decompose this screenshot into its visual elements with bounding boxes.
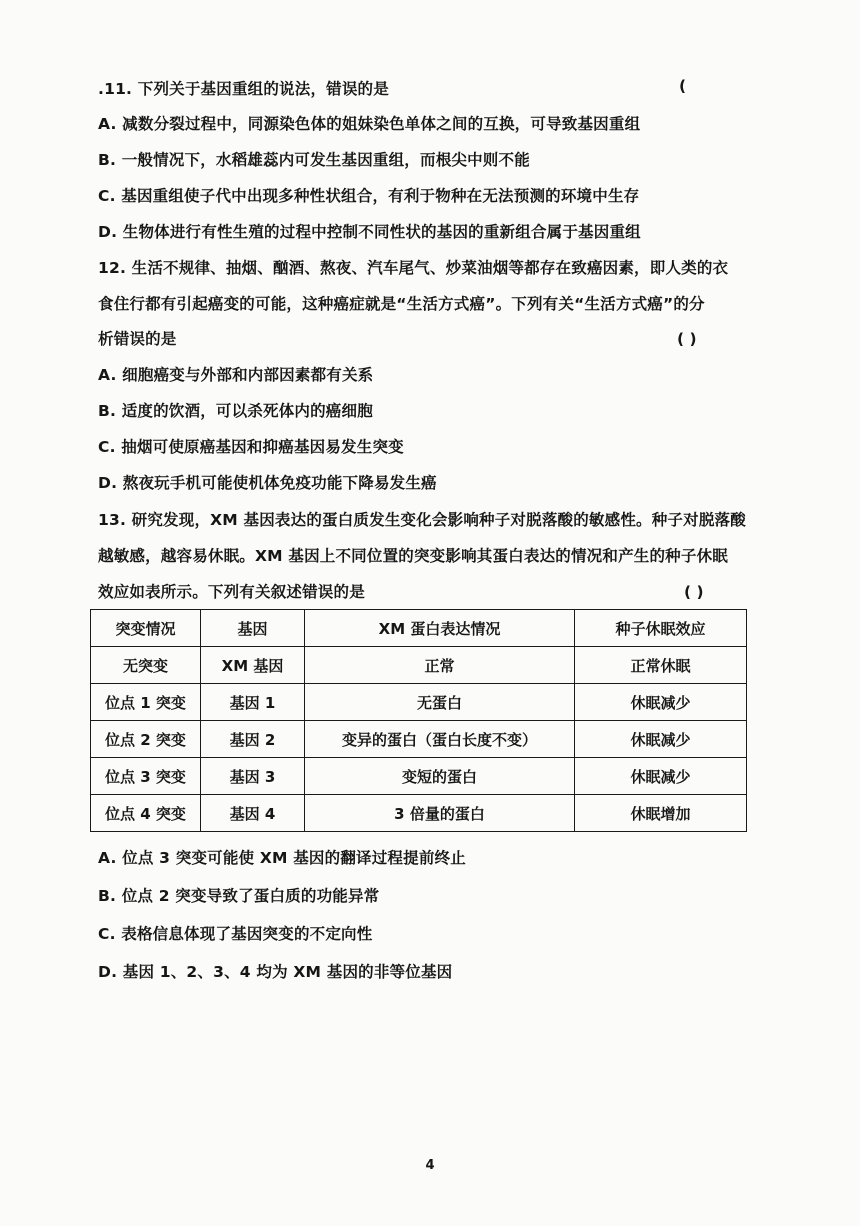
table-cell: 基因 2 [201, 721, 305, 758]
table-header-cell: 突变情况 [91, 610, 201, 647]
table-cell: 正常休眠 [575, 647, 747, 684]
q12-stem-line-3: 析错误的是 [98, 330, 177, 348]
q12-option-a: A. 细胞癌变与外部和内部因素都有关系 [98, 366, 374, 384]
table-cell: 休眠增加 [575, 795, 747, 832]
q13-option-d: D. 基因 1、2、3、4 均为 XM 基因的非等位基因 [98, 963, 453, 981]
table-header-cell: XM 蛋白表达情况 [305, 610, 575, 647]
table-cell: 变异的蛋白（蛋白长度不变） [305, 721, 575, 758]
table-header-cell: 基因 [201, 610, 305, 647]
page-number: 4 [425, 1158, 435, 1173]
q12-option-b: B. 适度的饮酒，可以杀死体内的癌细胞 [98, 402, 373, 420]
table-row [91, 795, 747, 832]
q11-answer-bracket: ( [679, 77, 687, 95]
table-cell: 位点 4 突变 [91, 795, 201, 832]
q11-stem: .11. 下列关于基因重组的说法，错误的是 [98, 80, 389, 98]
table-cell: 基因 1 [201, 684, 305, 721]
q12-stem-line-1: 12. 生活不规律、抽烟、酗酒、熬夜、汽车尾气、炒菜油烟等都存在致癌因素，即人类的衣 [98, 259, 729, 277]
q11-option-a: A. 减数分裂过程中，同源染色体的姐妹染色单体之间的互换，可导致基因重组 [98, 115, 641, 133]
table-cell: 位点 3 突变 [91, 758, 201, 795]
table-cell: 基因 4 [201, 795, 305, 832]
q12-option-d: D. 熬夜玩手机可能使机体免疫功能下降易发生癌 [98, 474, 437, 492]
q12-option-c: C. 抽烟可使原癌基因和抑癌基因易发生突变 [98, 438, 404, 456]
table-cell: 3 倍量的蛋白 [305, 795, 575, 832]
q13-stem-line-1: 13. 研究发现，XM 基因表达的蛋白质发生变化会影响种子对脱落酸的敏感性。种子对脱落酸 [98, 511, 746, 529]
table-cell: 变短的蛋白 [305, 758, 575, 795]
q12-answer-bracket: ( ) [677, 330, 697, 348]
table-cell: 位点 2 突变 [91, 721, 201, 758]
q13-stem-line-3: 效应如表所示。下列有关叙述错误的是 [98, 583, 365, 601]
table-row [91, 647, 747, 684]
table-cell: 休眠减少 [575, 758, 747, 795]
table-row [91, 721, 747, 758]
q11-option-c: C. 基因重组使子代中出现多种性状组合，有利于物种在无法预测的环境中生存 [98, 187, 640, 205]
mutation-table [90, 609, 747, 832]
table-cell: 无蛋白 [305, 684, 575, 721]
table-row [91, 684, 747, 721]
table-cell: 基因 3 [201, 758, 305, 795]
table-row [91, 758, 747, 795]
q13-answer-bracket: ( ) [684, 583, 704, 601]
q12-stem-line-2: 食住行都有引起癌变的可能，这种癌症就是“生活方式癌”。下列有关“生活方式癌”的分 [98, 295, 705, 313]
q13-stem-line-2: 越敏感，越容易休眠。XM 基因上不同位置的突变影响其蛋白表达的情况和产生的种子休眠 [98, 547, 728, 565]
table-cell: 休眠减少 [575, 721, 747, 758]
q11-option-b: B. 一般情况下，水稻雄蕊内可发生基因重组，而根尖中则不能 [98, 151, 530, 169]
table-cell: 正常 [305, 647, 575, 684]
table-cell: 无突变 [91, 647, 201, 684]
q11-option-d: D. 生物体进行有性生殖的过程中控制不同性状的基因的重新组合属于基因重组 [98, 223, 641, 241]
table-cell: XM 基因 [201, 647, 305, 684]
table-header-cell: 种子休眠效应 [575, 610, 747, 647]
table-header-row [91, 610, 747, 647]
q13-option-b: B. 位点 2 突变导致了蛋白质的功能异常 [98, 887, 380, 905]
table-cell: 位点 1 突变 [91, 684, 201, 721]
q13-option-c: C. 表格信息体现了基因突变的不定向性 [98, 925, 373, 943]
q13-option-a: A. 位点 3 突变可能使 XM 基因的翻译过程提前终止 [98, 849, 466, 867]
table-cell: 休眠减少 [575, 684, 747, 721]
